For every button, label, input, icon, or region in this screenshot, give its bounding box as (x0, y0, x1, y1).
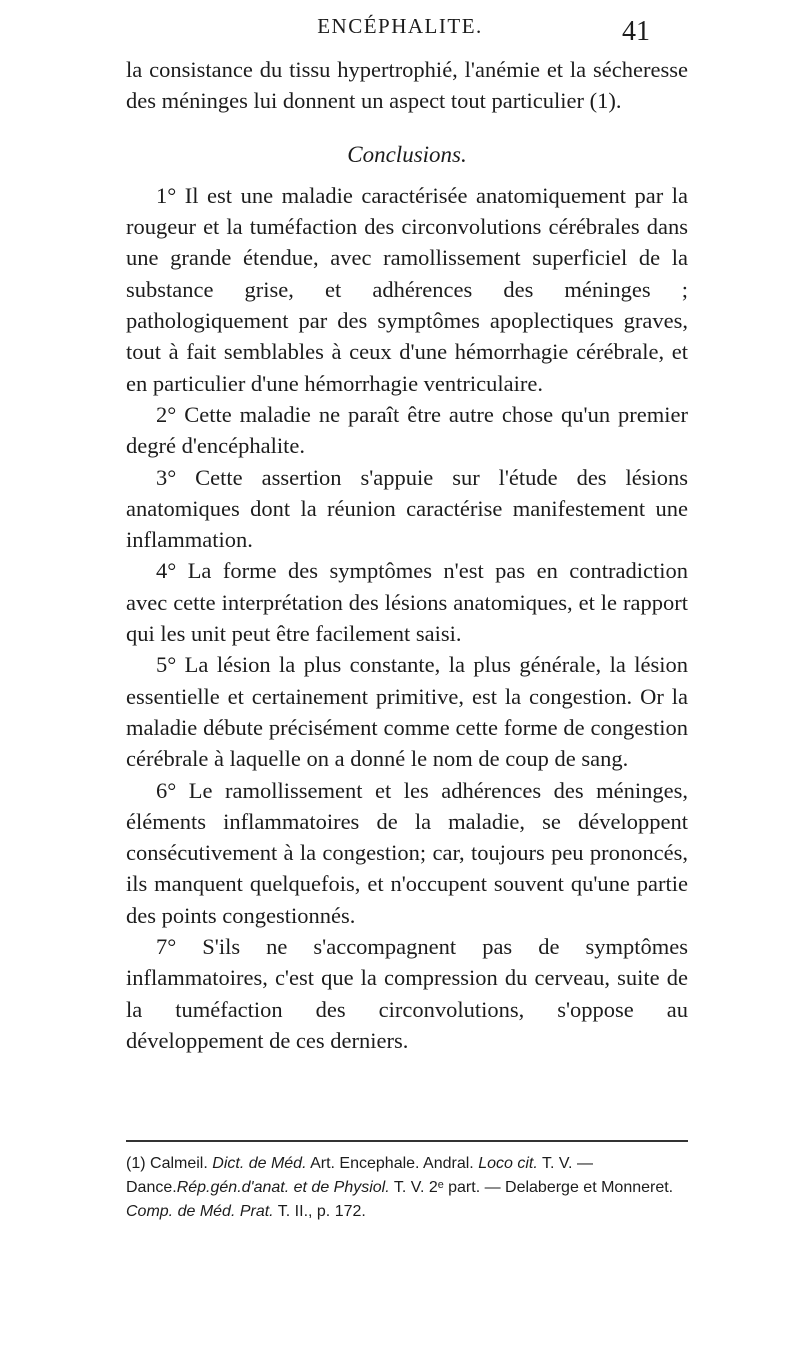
conclusion-2: 2° Cette maladie ne paraît être autre chose qu'un premier degré d'encéphalite. (126, 401, 688, 459)
conclusion-3: 3° Cette assertion s'appuie sur l'étude des lésions anatomiques dont la réunion caractérise manifestement une inflammation. (126, 464, 688, 553)
section-heading: Conclusions. (347, 141, 467, 167)
footnote-text-part: Art. Encephale. Andral. (310, 1155, 474, 1172)
body-text (126, 54, 688, 1056)
footnote-author: Calmeil. (150, 1155, 208, 1172)
conclusion-4: 4° La forme des symptômes n'est pas en contradiction avec cette interprétation des lésions anatomiques, et le rapport qui les unit peut être facilement saisi. (126, 558, 688, 647)
conclusion-6: 6° Le ramollissement et les adhérences des méninges, éléments inflammatoires de la maladie, se développent consécutivement à la congestion; car, toujours peu prononcés, ils manquent quelquefois, et n'occupent souvent qu'une partie des points congestionnés. (126, 777, 688, 928)
footnote-work: Comp. de Méd. Prat. (126, 1203, 274, 1220)
page-number: 41 (622, 16, 650, 47)
footnote-text (126, 1152, 688, 1224)
footnote-marker: (1) (126, 1155, 146, 1172)
footnote-text-part: T. II., p. 172. (277, 1203, 366, 1220)
conclusion-1: 1° Il est une maladie caractérisée anatomiquement par la rougeur et la tuméfaction des circonvolutions cérébrales dans une grande étendue, avec ramollissement superficiel de la substance grise, et adhérences des méninges ; pathologiquement par des symptômes apoplectiques graves, tout à fait semblables à ceux d'une hémorrhagie cérébrale, et en particulier d'une hémorrhagie ventriculaire. (126, 182, 688, 396)
footnote-text-part: T. V. — (541, 1155, 593, 1172)
footnote-loco: Loco cit. (478, 1155, 538, 1172)
footnote-divider (126, 1140, 688, 1142)
footnote-work: Rép.gén.d'anat. et de Physiol. (176, 1179, 390, 1196)
continuation-paragraph: la consistance du tissu hypertrophié, l'anémie et la sécheresse des méninges lui donnent un aspect tout particulier (1). (126, 57, 688, 114)
footnote-author: Dance. (126, 1179, 177, 1196)
running-title: ENCÉPHALITE. (317, 14, 483, 38)
footnote-work: Dict. de Méd. (212, 1155, 307, 1172)
conclusion-5: 5° La lésion la plus constante, la plus générale, la lésion essentielle et certainement primitive, est la congestion. Or la maladie débute précisément comme cette forme de congestion cérébrale à laquelle on a donné le nom de coup de sang. (126, 652, 688, 772)
page-header (0, 14, 800, 47)
footnote-text-part: T. V. 2ᵉ part. — Delaberge et Monneret. (393, 1179, 674, 1196)
footnote (126, 1152, 688, 1224)
conclusion-7: 7° S'ils ne s'accompagnent pas de symptômes inflammatoires, c'est que la compression du cerveau, suite de la tuméfaction des circonvolutions, s'oppose au développement de ces derniers. (126, 934, 688, 1053)
